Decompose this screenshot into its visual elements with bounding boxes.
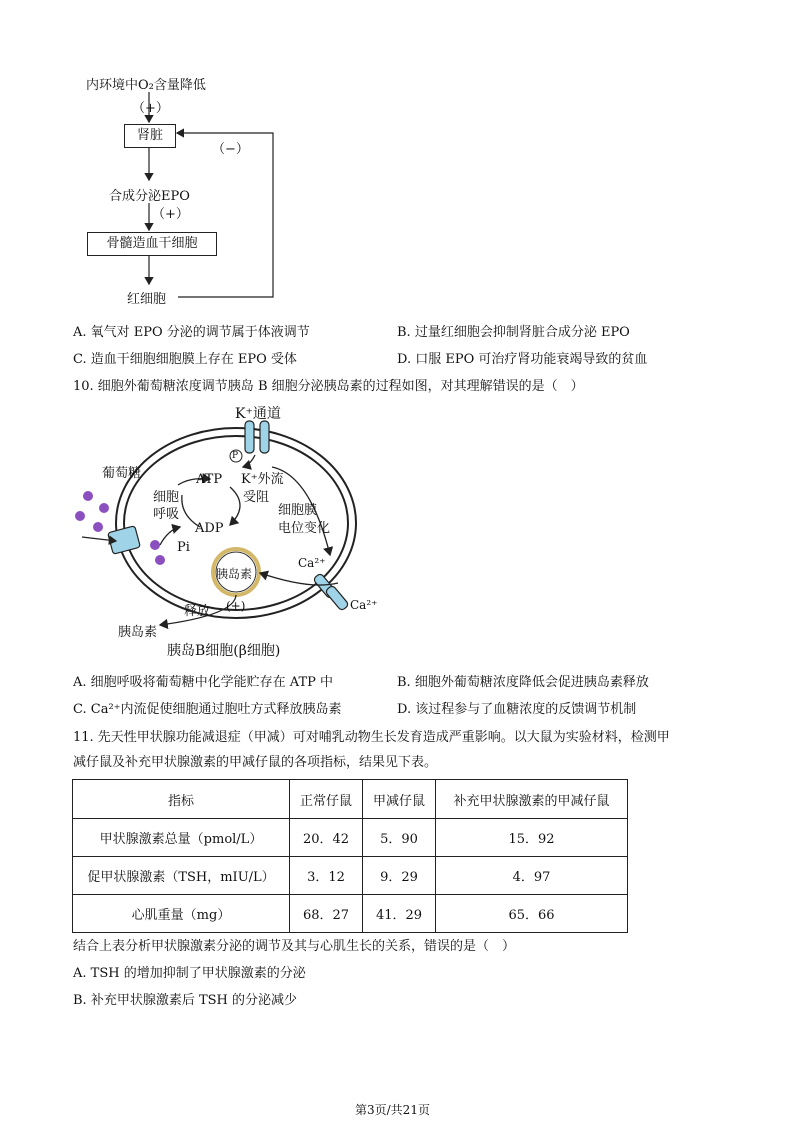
calcium-inside-label: Ca²⁺ <box>298 556 326 570</box>
membrane-label-1: 细胞膜 <box>278 503 318 518</box>
epo-figure-arrows <box>0 0 320 320</box>
plus-sign-1: （+） <box>132 101 169 116</box>
q9-option-d: D. 口服 EPO 可治疗肾功能衰竭导致的贫血 <box>397 352 648 367</box>
o2-decrease-label: 内环境中O₂含量降低 <box>86 78 206 93</box>
secreted-insulin-label: 胰岛素 <box>118 625 158 640</box>
phosphate-label: P <box>232 451 239 461</box>
table-row <box>73 819 628 857</box>
q10-option-a: A. 细胞呼吸将葡萄糖中化学能贮存在 ATP 中 <box>73 675 334 690</box>
q9-option-c: C. 造血干细胞细胞膜上存在 EPO 受体 <box>73 352 297 367</box>
q10-option-c: C. Ca²⁺内流促使细胞通过胞吐方式释放胰岛素 <box>73 702 342 717</box>
table-cell: 4．97 <box>436 857 628 895</box>
calcium-outside-label: Ca²⁺ <box>350 598 378 612</box>
table-header-cell: 正常仔鼠 <box>290 780 363 819</box>
thyroid-data-table <box>72 779 628 933</box>
q11-stem-line2: 减仔鼠及补充甲状腺激素的甲减仔鼠的各项指标，结果见下表。 <box>73 755 438 770</box>
cell-respiration-label-1: 细胞 <box>153 490 180 505</box>
table-cell: 9．29 <box>363 857 436 895</box>
q11-option-a: A. TSH 的增加抑制了甲状腺激素的分泌 <box>73 966 306 981</box>
beta-cell-figure <box>60 395 400 660</box>
table-cell: 20．42 <box>290 819 363 857</box>
k-channel-left <box>245 421 254 453</box>
table-header-row <box>73 780 628 819</box>
q9-option-a: A. 氧气对 EPO 分泌的调节属于体液调节 <box>73 325 310 340</box>
q10-option-d: D. 该过程参与了血糖浓度的反馈调节机制 <box>397 702 637 717</box>
glucose-label: 葡萄糖 <box>102 466 142 481</box>
table-header-cell: 补充甲状腺激素的甲减仔鼠 <box>436 780 628 819</box>
cell-respiration-label-2: 呼吸 <box>153 507 180 522</box>
table-row <box>73 895 628 933</box>
atp-label: ATP <box>196 472 223 487</box>
table-cell: 3．12 <box>290 857 363 895</box>
table-cell: 41．29 <box>363 895 436 933</box>
adp-label: ADP <box>195 521 224 536</box>
glucose-dots <box>75 491 165 565</box>
k-channel-label: K⁺通道 <box>235 406 281 422</box>
q10-option-b: B. 细胞外葡萄糖浓度降低会促进胰岛素释放 <box>397 675 649 690</box>
k-channel-right <box>260 421 269 453</box>
rbc-label: 红细胞 <box>127 292 167 307</box>
q10-stem: 10. 细胞外葡萄糖浓度调节胰岛 B 细胞分泌胰岛素的过程如图，对其理解错误的是（ ） <box>73 379 584 394</box>
pi-label: Pi <box>177 540 190 555</box>
kidney-label: 肾脏 <box>136 128 163 143</box>
release-label: 释放 <box>184 604 211 619</box>
table-cell: 15．92 <box>436 819 628 857</box>
q11-option-b: B. 补充甲状腺激素后 TSH 的分泌减少 <box>73 993 297 1008</box>
q9-option-b: B. 过量红细胞会抑制肾脏合成分泌 EPO <box>397 325 630 340</box>
stem-cell-label: 骨髓造血干细胞 <box>106 236 198 251</box>
page-number: 第3页/共21页 <box>355 1103 430 1117</box>
table-header-cell: 甲减仔鼠 <box>363 780 436 819</box>
blocked-label: 受阻 <box>243 490 270 505</box>
table-cell: 68．27 <box>290 895 363 933</box>
membrane-label-2: 电位变化 <box>278 521 331 536</box>
table-cell: 心肌重量（mg） <box>73 895 290 933</box>
q11-stem-line1: 11. 先天性甲状腺功能减退症（甲减）可对哺乳动物生长发育造成严重影响。以大鼠为实验材料，检测甲 <box>73 730 670 745</box>
table-cell: 5．90 <box>363 819 436 857</box>
release-plus-label: (+) <box>226 599 246 613</box>
table-header-cell: 指标 <box>73 780 290 819</box>
minus-sign: （−） <box>212 142 249 157</box>
table-cell: 甲状腺激素总量（pmol/L） <box>73 819 290 857</box>
epo-label: 合成分泌EPO <box>109 189 190 204</box>
table-cell: 促甲状腺激素（TSH，mIU/L） <box>73 857 290 895</box>
plus-sign-2: （+） <box>152 207 189 222</box>
beta-cell-caption: 胰岛B细胞(β细胞) <box>167 643 281 659</box>
table-cell: 65．66 <box>436 895 628 933</box>
k-efflux-label: K⁺外流 <box>241 472 284 487</box>
table-row <box>73 857 628 895</box>
q11-question: 结合上表分析甲状腺激素分泌的调节及其与心肌生长的关系，错误的是（ ） <box>73 939 516 954</box>
vesicle-insulin-label: 胰岛素 <box>216 567 253 581</box>
